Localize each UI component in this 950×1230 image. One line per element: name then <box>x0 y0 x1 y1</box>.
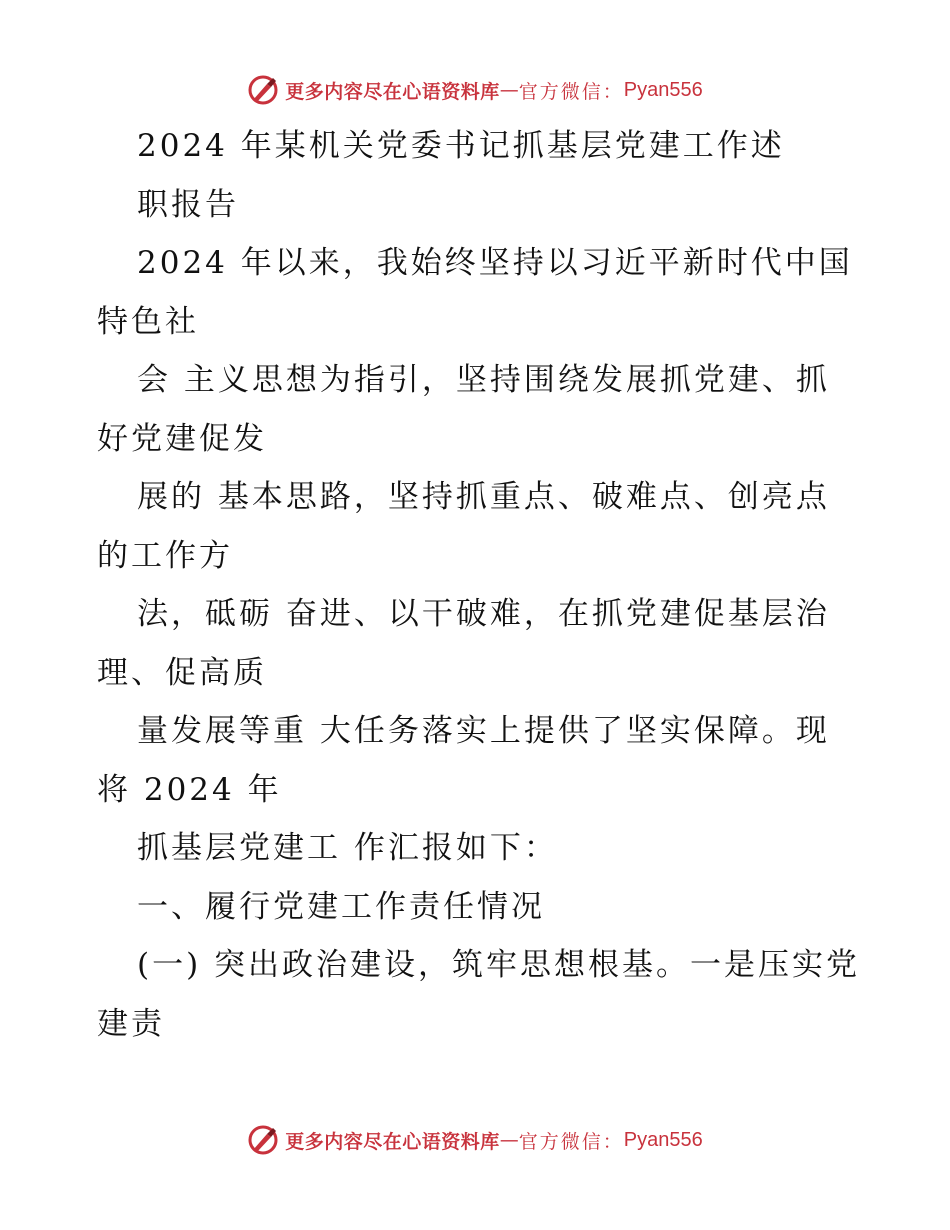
pen-in-circle-logo-icon <box>247 1124 279 1156</box>
body-line: 的工作方 <box>97 537 233 574</box>
body-line: 一、履行党建工作责任情况 <box>137 888 545 925</box>
body-line: 理、促高质 <box>97 654 267 691</box>
body-line: 2024 年以来，我始终坚持以习近平新时代中国 <box>137 245 853 281</box>
body-line: 展的 基本思路，坚持抓重点、破难点、创亮点 <box>137 479 830 515</box>
body-line: 建责 <box>97 1005 165 1042</box>
document-body <box>97 117 861 1053</box>
body-line: 2024 年某机关党委书记抓基层党建工作述 <box>137 128 785 164</box>
watermark-brand-text: 更多内容尽在心语资料库 <box>285 80 500 103</box>
watermark-wechat-id: Pyan556 <box>623 1128 703 1151</box>
watermark-separator: — <box>499 1129 519 1151</box>
header-watermark <box>0 70 950 110</box>
body-line: 职报告 <box>137 186 239 223</box>
footer-watermark <box>0 1120 950 1160</box>
watermark-brand-text: 更多内容尽在心语资料库 <box>285 1130 500 1153</box>
body-line: 好党建促发 <box>97 420 267 457</box>
body-line: 量发展等重 大任务落实上提供了坚实保障。现 <box>137 713 830 749</box>
body-line: 抓基层党建工 作汇报如下： <box>137 830 558 866</box>
watermark-wechat-id: Pyan556 <box>623 78 703 101</box>
body-line: 特色社 <box>97 303 199 340</box>
watermark-wechat-label: 官方微信： <box>518 1130 624 1153</box>
watermark-wechat-label: 官方微信： <box>518 80 624 103</box>
body-line: 法，砥砺 奋进、以干破难，在抓党建促基层治 <box>137 596 830 632</box>
body-line: 会 主义思想为指引，坚持围绕发展抓党建、抓 <box>137 362 830 398</box>
watermark-separator: — <box>499 79 519 101</box>
body-line: (一) 突出政治建设，筑牢思想根基。一是压实党 <box>137 947 861 983</box>
body-line: 将 2024 年 <box>97 771 282 808</box>
pen-in-circle-logo-icon <box>247 74 279 106</box>
